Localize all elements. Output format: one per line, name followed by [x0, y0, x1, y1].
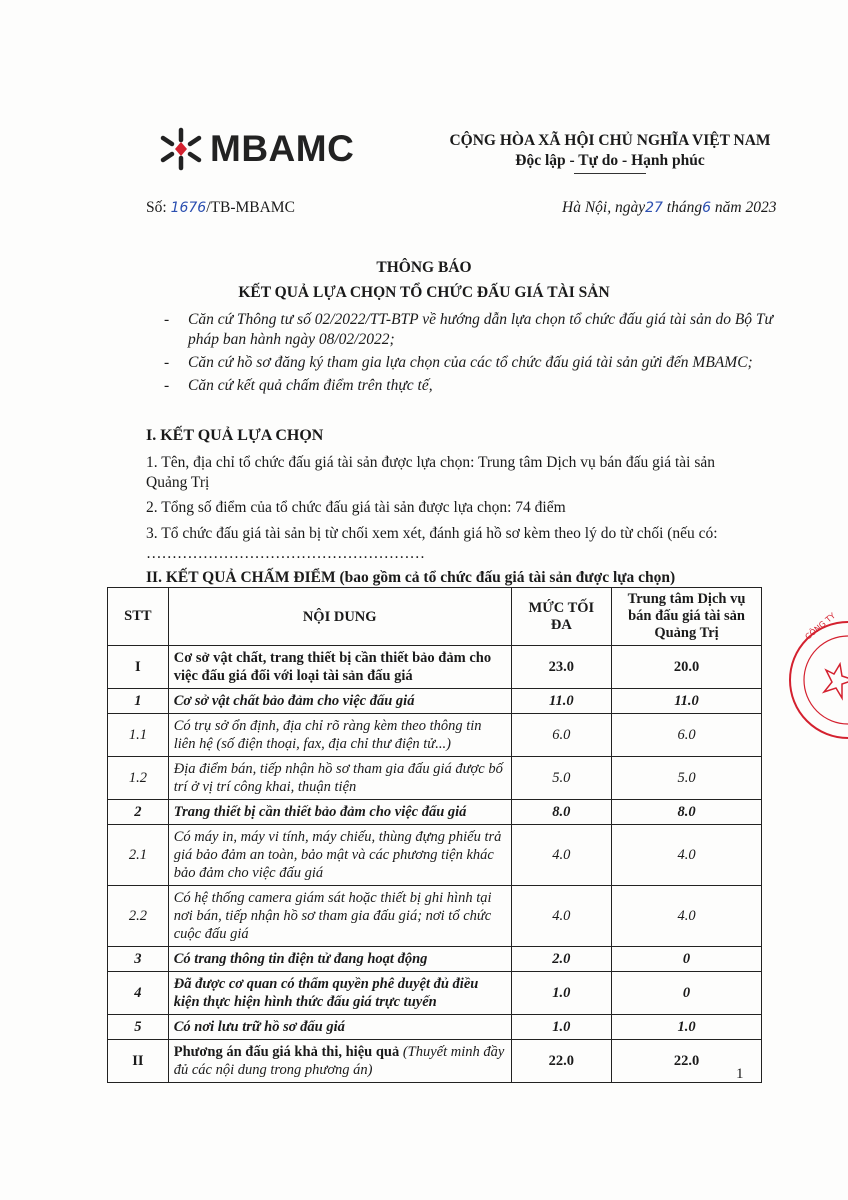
- cell-stt: 1: [108, 689, 169, 714]
- table-header-row: [108, 588, 762, 646]
- table-row: [108, 800, 762, 825]
- doc-no-suffix: /TB-MBAMC: [206, 199, 295, 216]
- page-number: 1: [736, 1066, 744, 1082]
- nation-motto: Độc lập - Tự do - Hạnh phúc: [515, 152, 705, 169]
- cell-org-score: 1.0: [612, 1015, 762, 1040]
- national-heading: [430, 131, 790, 174]
- table-row: [108, 646, 762, 689]
- cell-max-score: 1.0: [511, 972, 611, 1015]
- table-row: [108, 972, 762, 1015]
- cell-content: Đã được cơ quan có thẩm quyền phê duyệt đủ điều kiện thực hiện hình thức đấu giá trực tuyến: [168, 972, 511, 1015]
- cell-content: Có trụ sở ổn định, địa chỉ rõ ràng kèm theo thông tin liên hệ (số điện thoại, fax, địa chỉ thư điện tử...): [168, 714, 511, 757]
- cell-content: Có hệ thống camera giám sát hoặc thiết bị ghi hình tại nơi bán, tiếp nhận hồ sơ tham gia đấu giá; nơi tổ chức cuộc đấu giá: [168, 886, 511, 947]
- cell-org-score: 20.0: [612, 646, 762, 689]
- date-day-handwritten: 27: [645, 200, 663, 216]
- date-month-label: tháng: [662, 199, 703, 216]
- cell-max-score: 2.0: [511, 947, 611, 972]
- cell-max-score: 8.0: [511, 800, 611, 825]
- table-row: [108, 886, 762, 947]
- table-row: [108, 757, 762, 800]
- cell-content: Có nơi lưu trữ hồ sơ đấu giá: [168, 1015, 511, 1040]
- basis-item: - Căn cứ kết quả chấm điểm trên thực tế,: [164, 377, 433, 394]
- cell-stt: 2: [108, 800, 169, 825]
- cell-content: Cơ sở vật chất, trang thiết bị cần thiết bảo đảm cho việc đấu giá đối với loại tài sản đấu giá: [168, 646, 511, 689]
- table-row: [108, 714, 762, 757]
- doc-no-handwritten: 1676: [170, 200, 207, 216]
- cell-max-score: 4.0: [511, 825, 611, 886]
- cell-content: Cơ sở vật chất bảo đảm cho việc đấu giá: [168, 689, 511, 714]
- result-item-3: 3. Tổ chức đấu giá tài sản bị từ chối xem xét, đánh giá hồ sơ kèm theo lý do từ chối (nếu có: ………………………………………………: [146, 525, 718, 562]
- cell-org-score: 0: [612, 972, 762, 1015]
- cell-max-score: 23.0: [511, 646, 611, 689]
- svg-text:CÔNG TY: CÔNG TY: [803, 611, 838, 642]
- nation-name: CỘNG HÒA XÃ HỘI CHỦ NGHĨA VIỆT NAM: [449, 132, 771, 149]
- cell-org-score: 6.0: [612, 714, 762, 757]
- motto-underline: [574, 173, 646, 174]
- header-content: NỘI DUNG: [168, 588, 511, 646]
- basis-item: - Căn cứ Thông tư số 02/2022/TT-BTP về hướng dẫn lựa chọn tổ chức đấu giá tài sản do Bộ Tư pháp ban hành ngày 08/02/2022;: [164, 311, 773, 348]
- star-logo-icon: [158, 126, 204, 172]
- cell-content: Có trang thông tin điện tử đang hoạt động: [168, 947, 511, 972]
- red-seal-stamp: [788, 600, 848, 760]
- table-row: [108, 689, 762, 714]
- section-1-heading: I. KẾT QUẢ LỰA CHỌN: [146, 427, 324, 444]
- cell-org-score: 8.0: [612, 800, 762, 825]
- date-year: năm 2023: [711, 199, 777, 216]
- cell-stt: 4: [108, 972, 169, 1015]
- cell-org-score: 0: [612, 947, 762, 972]
- score-table: [107, 587, 762, 1083]
- logo-text: MBAMC: [210, 128, 355, 169]
- cell-stt: I: [108, 646, 169, 689]
- doc-no-prefix: Số:: [146, 199, 171, 216]
- cell-stt: 2.2: [108, 886, 169, 947]
- cell-max-score: 5.0: [511, 757, 611, 800]
- legal-basis-list: [164, 310, 804, 399]
- document-date: [562, 199, 776, 217]
- cell-org-score: 4.0: [612, 825, 762, 886]
- cell-org-score: 22.0: [612, 1040, 762, 1083]
- mbamc-logo: [158, 124, 354, 174]
- cell-stt: 3: [108, 947, 169, 972]
- result-item-1: 1. Tên, địa chỉ tổ chức đấu giá tài sản được lựa chọn: Trung tâm Dịch vụ bán đấu giá tài sản Quảng Trị: [146, 454, 716, 491]
- cell-stt: 1.2: [108, 757, 169, 800]
- basis-item: - Căn cứ hồ sơ đăng ký tham gia lựa chọn của các tổ chức đấu giá tài sản gửi đến MBAMC;: [164, 354, 753, 371]
- cell-org-score: 5.0: [612, 757, 762, 800]
- table-row: [108, 947, 762, 972]
- table-row: [108, 825, 762, 886]
- header-stt: STT: [108, 588, 169, 646]
- document-number: [146, 199, 295, 217]
- cell-content: Địa điểm bán, tiếp nhận hồ sơ tham gia đấu giá được bố trí ở vị trí công khai, thuận tiện: [168, 757, 511, 800]
- date-month-handwritten: 6: [702, 200, 712, 216]
- notice-subtitle: KẾT QUẢ LỰA CHỌN TỔ CHỨC ĐẤU GIÁ TÀI SẢN: [238, 284, 610, 301]
- header-max: MỨC TỐI ĐA: [511, 588, 611, 646]
- cell-content: Phương án đấu giá khả thi, hiệu quả (Thuyết minh đầy đủ các nội dung trong phương án): [168, 1040, 511, 1083]
- cell-max-score: 6.0: [511, 714, 611, 757]
- cell-max-score: 22.0: [511, 1040, 611, 1083]
- result-item-2: 2. Tổng số điểm của tổ chức đấu giá tài sản được lựa chọn: 74 điểm: [146, 499, 566, 516]
- cell-max-score: 4.0: [511, 886, 611, 947]
- header-org: Trung tâm Dịch vụ bán đấu giá tài sản Quảng Trị: [612, 588, 762, 646]
- cell-stt: 5: [108, 1015, 169, 1040]
- cell-max-score: 11.0: [511, 689, 611, 714]
- cell-stt: 2.1: [108, 825, 169, 886]
- cell-stt: 1.1: [108, 714, 169, 757]
- cell-stt: II: [108, 1040, 169, 1083]
- cell-org-score: 4.0: [612, 886, 762, 947]
- cell-content: Trang thiết bị cần thiết bảo đảm cho việc đấu giá: [168, 800, 511, 825]
- date-prefix: Hà Nội, ngày: [562, 199, 646, 216]
- cell-max-score: 1.0: [511, 1015, 611, 1040]
- cell-org-score: 11.0: [612, 689, 762, 714]
- table-row: [108, 1040, 762, 1083]
- section-2-heading: II. KẾT QUẢ CHẤM ĐIỂM (bao gồm cả tổ chức đấu giá tài sản được lựa chọn): [146, 569, 676, 586]
- notice-title: THÔNG BÁO: [376, 259, 472, 276]
- cell-content: Có máy in, máy vi tính, máy chiếu, thùng đựng phiếu trả giá bảo đảm an toàn, bảo mật và các phương tiện khác bảo đảm cho việc đấu giá: [168, 825, 511, 886]
- table-row: [108, 1015, 762, 1040]
